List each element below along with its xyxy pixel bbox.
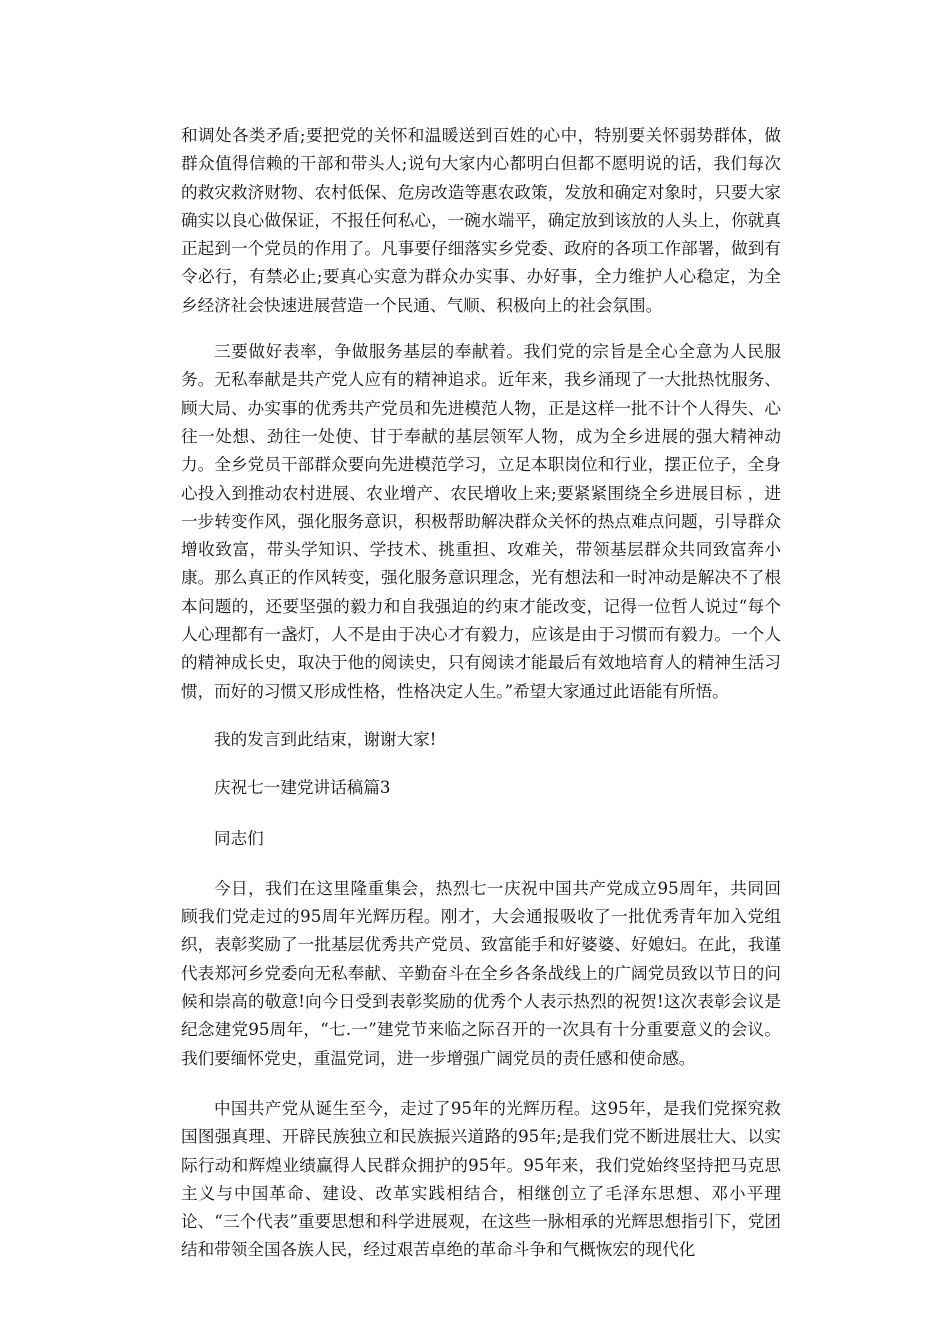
paragraph-continued: 和调处各类矛盾;要把党的关怀和温暖送到百姓的心中，特别要关怀弱势群体，做群众值得信赖的干部和带头人;说句大家内心都明白但都不愿明说的话，我们每次的救灾救济财物、农村低保、危房改造等惠农政策，发放和确定对象时，只要大家确实以良心做保证，不报任何私心，一碗水端平，确定放到该放的人头上，你就真正起到一个党员的作用了。凡事要仔细落实乡党委、政府的各项工作部署，做到有令必行，有禁必止;要真心实意为群众办实事、办好事，全力维护人心稳定，为全乡经济社会快速进展营造一个民通、气顺、积极向上的社会氛围。 [181, 126, 781, 315]
document-page [181, 122, 781, 1265]
closing-remark: 我的发言到此结束，谢谢大家! [214, 729, 437, 749]
paragraph-history: 中国共产党从诞生至今，走过了95年的光辉历程。这95年，是我们党探究救国图强真理、开辟民族独立和民族振兴道路的95年;是我们党不断进展壮大、以实际行动和辉煌业绩赢得人民群众拥护的95年。95年来，我们党始终坚持把马克思主义与中国革命、建设、改革实践相结合，相继创立了毛泽东思想、邓小平理论、“三个代表”重要思想和科学进展观，在这些一脉相承的光辉思想指引下，党团结和带领全国各族人民，经过艰苦卓绝的革命斗争和气概恢宏的现代化 [181, 1098, 781, 1260]
paragraph-opening: 今日，我们在这里隆重集会，热烈七一庆祝中国共产党成立95周年，共同回顾我们党走过的95周年光辉历程。刚才，大会通报吸收了一批优秀青年加入党组织，表彰奖励了一批基层优秀共产党员、致富能手和好婆婆、好媳妇。在此，我谨代表郑河乡党委向无私奉献、辛勤奋斗在全乡各条战线上的广阔党员致以节日的问候和崇高的敬意!向今日受到表彰奖励的优秀个人表示热烈的祝贺!这次表彰会议是纪念建党95周年，“七.一”建党节来临之际召开的一次具有十分重要意义的会议。我们要缅怀党史，重温党词，进一步增强广阔党员的责任感和使命感。 [181, 878, 781, 1068]
section-heading: 庆祝七一建党讲话稿篇3 [214, 778, 391, 798]
paragraph-point-three: 三要做好表率，争做服务基层的奉献着。我们党的宗旨是全心全意为人民服务。无私奉献是共产党人应有的精神追求。近年来，我乡涌现了一大批热忱服务、顾大局、办实事的优秀共产党员和先进模范人物，正是这样一批不计个人得失、心往一处想、劲往一处使、甘于奉献的基层领军人物，成为全乡进展的强大精神动力。全乡党员干部群众要向先进模范学习，立足本职岗位和行业，摆正位子，全身心投入到推动农村进展、农业增产、农民增收上来;要紧紧围绕全乡进展目标 ，进一步转变作风，强化服务意识，积极帮助解决群众关怀的热点难点问题，引导群众增收致富，带头学知识、学技术、挑重担、攻难关，带领基层群众共同致富奔小康。那么真正的作风转变，强化服务意识理念，光有想法和一时冲动是解决不了根本问题的，还要坚强的毅力和自我强迫的约束才能改变，记得一位哲人说过“每个人心理都有一盏灯，人不是由于决心才有毅力，应该是由于习惯而有毅力。一个人的精神成长史，取决于他的阅读史，只有阅读才能最后有效地培育人的精神生活习惯，而好的习惯又形成性格，性格决定人生。”希望大家通过此语能有所悟。 [181, 342, 781, 701]
salutation: 同志们 [214, 828, 264, 848]
